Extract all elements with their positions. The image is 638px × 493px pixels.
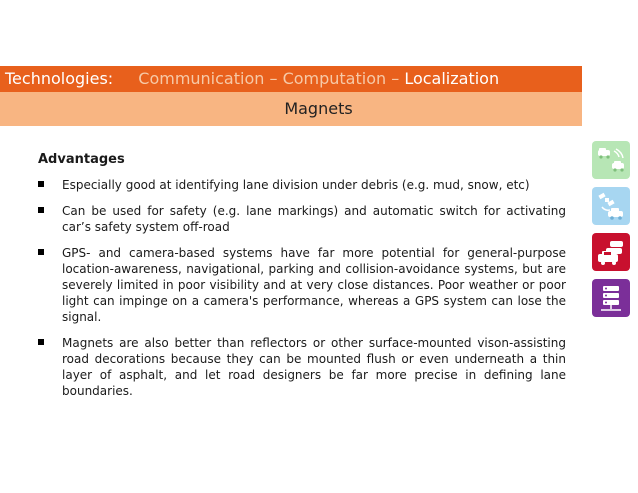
bullet-text: Can be used for safety (e.g. lane markings) and automatic switch for activating car’s safety system off-road (62, 204, 566, 234)
breadcrumb-separator: – (391, 69, 400, 88)
advantages-list (38, 177, 566, 399)
topic-icon-column (592, 141, 632, 325)
bullet-square-icon (38, 339, 44, 345)
bullet-text: Especially good at identifying lane division under debris (e.g. mud, snow, etc) (62, 178, 530, 192)
advantages-heading: Advantages (38, 152, 125, 167)
slide-content (38, 152, 566, 409)
breadcrumb-separator: – (269, 69, 278, 88)
breadcrumb-localization: Localization (404, 69, 500, 88)
satellite-car-icon (592, 187, 630, 225)
section-title-bar (0, 66, 582, 92)
bullet-square-icon (38, 207, 44, 213)
bullet-text: GPS- and camera-based systems have far more potential for general-purpose location-awareness, navigational, parking and collision-avoidance systems, but are severely limited in poor visibility and at very close distances. Poor weather or poor light can impinge on a camera's performance, whereas a GPS system can lose the signal. (62, 246, 566, 324)
bullet-square-icon (38, 181, 44, 187)
server-rack-icon (592, 279, 630, 317)
bullet-item (38, 203, 566, 235)
communication-cars-icon (592, 141, 630, 179)
breadcrumb-computation: Computation (282, 69, 387, 88)
bullet-item (38, 245, 566, 325)
subtitle-bar (0, 92, 582, 126)
bullet-item (38, 177, 566, 193)
bullet-text: Magnets are also better than reflectors or other surface-mounted vison-assisting road decorations because they can be mounted flush or even underneath a thin layer of asphalt, and let road designers be far more precise in defining lane boundaries. (62, 336, 566, 398)
breadcrumb-communication: Communication (138, 69, 265, 88)
traffic-cars-icon (592, 233, 630, 271)
technologies-label: Technologies: (5, 69, 114, 88)
bullet-item (38, 335, 566, 399)
slide-subtitle: Magnets (284, 99, 353, 118)
bullet-square-icon (38, 249, 44, 255)
